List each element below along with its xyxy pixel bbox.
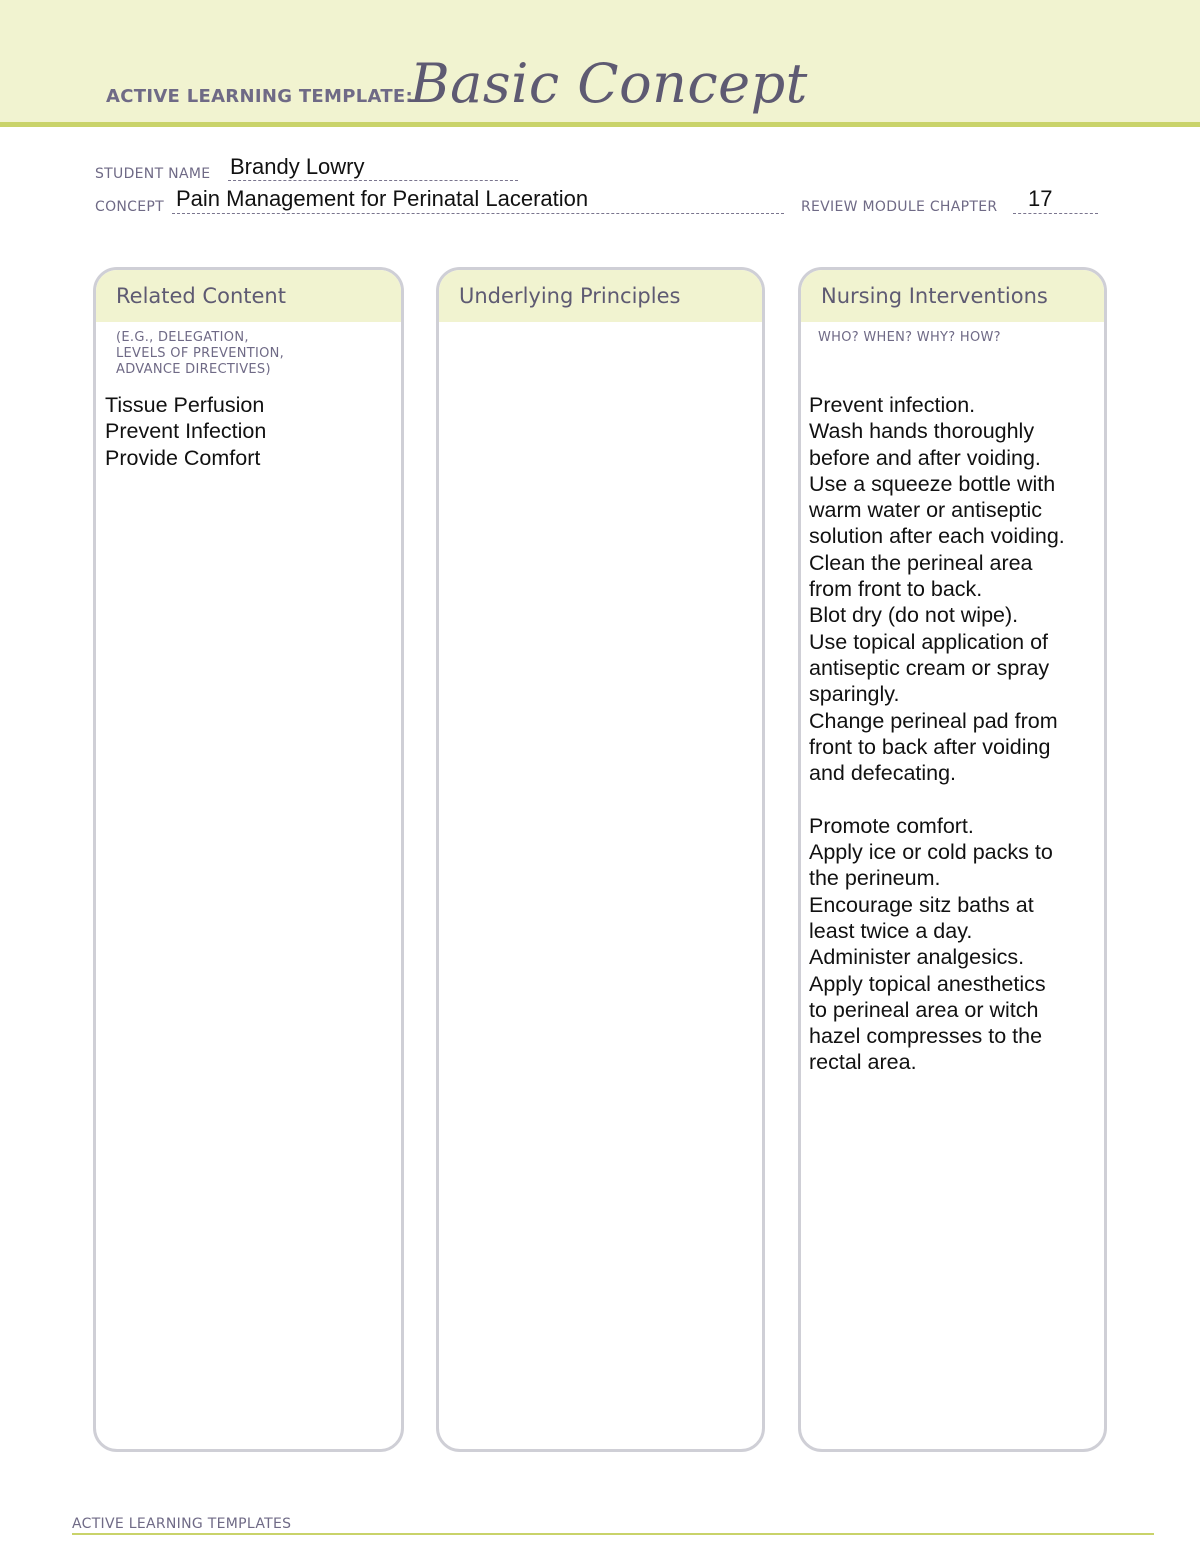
related-content-box bbox=[93, 267, 404, 1452]
related-content-line: Prevent Infection bbox=[105, 419, 267, 444]
intervention-line: sparingly. bbox=[809, 682, 900, 707]
intervention-line: to perineal area or witch bbox=[809, 997, 1039, 1022]
related-content-hint-line: ADVANCE DIRECTIVES) bbox=[116, 362, 271, 377]
intervention-line: Apply topical anesthetics bbox=[809, 971, 1046, 996]
intervention-line: Apply ice or cold packs to bbox=[809, 840, 1053, 865]
related-content-text[interactable] bbox=[96, 378, 401, 471]
nursing-interventions-box bbox=[798, 267, 1107, 1452]
intervention-line: antiseptic cream or spray bbox=[809, 655, 1050, 680]
intervention-line: from front to back. bbox=[809, 577, 983, 602]
student-name-field[interactable]: Brandy Lowry bbox=[230, 154, 365, 179]
template-title: Basic Concept bbox=[410, 52, 808, 115]
template-label: ACTIVE LEARNING TEMPLATE: bbox=[106, 86, 413, 107]
intervention-line: Promote comfort. bbox=[809, 813, 974, 838]
concept-field[interactable]: Pain Management for Perinatal Laceration bbox=[176, 186, 589, 211]
review-module-line bbox=[1013, 213, 1098, 214]
student-name-line bbox=[228, 180, 518, 181]
nursing-interventions-text[interactable] bbox=[801, 346, 1104, 1076]
intervention-line bbox=[809, 786, 1104, 812]
intervention-line: rectal area. bbox=[809, 1050, 917, 1075]
footer-rule bbox=[72, 1533, 1154, 1535]
related-content-title: Related Content bbox=[96, 270, 401, 322]
related-content-hint-line: LEVELS OF PREVENTION, bbox=[116, 346, 285, 361]
intervention-line: before and after voiding. bbox=[809, 445, 1041, 470]
related-content-line: Tissue Perfusion bbox=[105, 393, 265, 417]
review-module-field[interactable]: 17 bbox=[1028, 186, 1053, 211]
related-content-line: Provide Comfort bbox=[105, 445, 261, 470]
intervention-line: hazel compresses to the bbox=[809, 1024, 1043, 1049]
intervention-line: Administer analgesics. bbox=[809, 945, 1025, 970]
intervention-line: Change perineal pad from bbox=[809, 708, 1058, 733]
intervention-line: the perineum. bbox=[809, 866, 941, 891]
intervention-line: warm water or antiseptic bbox=[809, 498, 1042, 523]
intervention-line: front to back after voiding bbox=[809, 734, 1051, 759]
review-module-label: REVIEW MODULE CHAPTER bbox=[801, 199, 998, 215]
intervention-line: and defecating. bbox=[809, 761, 957, 786]
student-name-label: STUDENT NAME bbox=[95, 166, 211, 182]
intervention-line: Prevent infection. bbox=[809, 393, 976, 417]
header-rule bbox=[0, 122, 1200, 127]
intervention-line: Use a squeeze bottle with bbox=[809, 471, 1056, 496]
nursing-interventions-hint: WHO? WHEN? WHY? HOW? bbox=[818, 330, 1001, 345]
underlying-principles-text[interactable] bbox=[439, 322, 762, 1436]
related-content-hint bbox=[96, 322, 401, 378]
nursing-interventions-title: Nursing Interventions bbox=[801, 270, 1104, 322]
concept-label: CONCEPT bbox=[95, 199, 164, 215]
underlying-principles-box bbox=[436, 267, 765, 1452]
intervention-line: solution after each voiding. bbox=[809, 524, 1065, 549]
intervention-line: Blot dry (do not wipe). bbox=[809, 603, 1019, 628]
concept-line bbox=[172, 213, 784, 214]
intervention-line: Encourage sitz baths at bbox=[809, 892, 1034, 917]
footer-label: ACTIVE LEARNING TEMPLATES bbox=[72, 1516, 292, 1532]
related-content-hint-line: (E.G., DELEGATION, bbox=[116, 330, 249, 345]
intervention-line: Wash hands thoroughly bbox=[809, 419, 1035, 444]
intervention-line: least twice a day. bbox=[809, 918, 973, 943]
intervention-line: Use topical application of bbox=[809, 629, 1049, 654]
intervention-line: Clean the perineal area bbox=[809, 550, 1033, 575]
underlying-principles-title: Underlying Principles bbox=[439, 270, 762, 322]
